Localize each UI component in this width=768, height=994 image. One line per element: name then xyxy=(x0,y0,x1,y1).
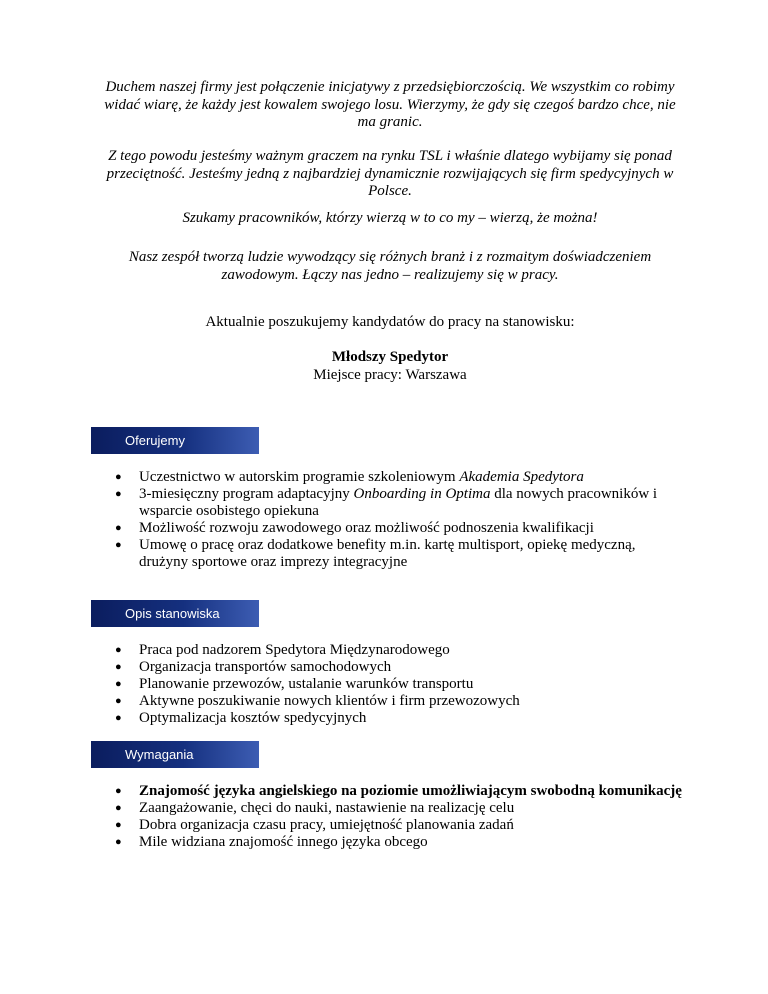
description-list xyxy=(115,642,685,727)
item-text: Aktywne poszukiwanie nowych klientów i firm przewozowych xyxy=(139,693,520,709)
bullet-icon: ● xyxy=(115,819,122,831)
item-text: Możliwość rozwoju zawodowego oraz możliwość podnoszenia kwalifikacji xyxy=(139,520,594,536)
job-block xyxy=(100,349,680,384)
list-item xyxy=(115,676,685,693)
bullet-icon: ● xyxy=(115,661,122,673)
offer-list xyxy=(115,469,685,571)
list-item xyxy=(115,800,685,817)
intro-paragraph-4: Nasz zespół tworzą ludzie wywodzący się różnych branż i z rozmaitym doświadczeniem zawodowym. Łączy nas jedno – realizujemy się w pracy. xyxy=(128,249,652,283)
list-item xyxy=(115,642,685,659)
item-text: Praca pod nadzorem Spedytora Międzynarodowego xyxy=(139,642,450,658)
bullet-icon: ● xyxy=(115,712,122,724)
bullet-icon: ● xyxy=(115,522,122,534)
job-location: Miejsce pracy: Warszawa xyxy=(313,366,467,383)
bullet-icon: ● xyxy=(115,644,122,656)
bullet-icon: ● xyxy=(115,695,122,707)
intro-paragraph-3: Szukamy pracowników, którzy wierzą w to co my – wierzą, że można! xyxy=(182,210,598,226)
bullet-icon: ● xyxy=(115,539,122,551)
item-text: Uczestnictwo w autorskim programie szkoleniowym xyxy=(139,469,460,485)
item-text: Umowę o pracę oraz dodatkowe benefity m.in. kartę multisport, opiekę medyczną, drużyny sportowe oraz imprezy integracyjne xyxy=(139,537,636,570)
bullet-icon: ● xyxy=(115,785,122,797)
item-emphasis: Akademia Spedytora xyxy=(459,469,584,485)
list-item xyxy=(115,659,685,676)
list-item xyxy=(115,710,685,727)
intro-paragraph-2: Z tego powodu jesteśmy ważnym graczem na rynku TSL i właśnie dlatego wybijamy się ponad przeciętność. Jesteśmy jedną z najbardziej dynamicznie rozwijających się firm spedycyjnych w Polsce. xyxy=(106,148,674,199)
list-item xyxy=(115,817,685,834)
section-header-requirements: Wymagania xyxy=(91,741,259,768)
bullet-icon: ● xyxy=(115,471,122,483)
section-header-description: Opis stanowiska xyxy=(91,600,259,627)
list-item xyxy=(115,834,685,851)
list-item xyxy=(115,537,685,571)
section-header-offer: Oferujemy xyxy=(91,427,259,454)
bullet-icon: ● xyxy=(115,836,122,848)
list-item xyxy=(115,693,685,710)
list-item xyxy=(115,520,685,537)
job-title: Młodszy Spedytor xyxy=(331,349,449,365)
item-text: Mile widziana znajomość innego języka obcego xyxy=(139,834,428,850)
item-text: Organizacja transportów samochodowych xyxy=(139,659,392,675)
search-statement: Aktualnie poszukujemy kandydatów do pracy na stanowisku: xyxy=(205,314,575,330)
intro-paragraph-1: Duchem naszej firmy jest połączenie inicjatywy z przedsiębiorczością. We wszystkim co robimy widać wiarę, że każdy jest kowalem swojego losu. Wierzymy, że gdy się czegoś bardzo chce, nie ma granic. xyxy=(104,79,676,130)
list-item xyxy=(115,486,685,520)
requirements-list xyxy=(115,783,685,851)
item-text: 3-miesięczny program adaptacyjny xyxy=(139,486,354,502)
item-text: Zaangażowanie, chęci do nauki, nastawienie na realizację celu xyxy=(139,800,515,816)
item-text: Planowanie przewozów, ustalanie warunków transportu xyxy=(139,676,474,692)
item-text-after: dla nowych pracowników i wsparcie osobistego opiekuna xyxy=(139,486,658,519)
item-text: Optymalizacja kosztów spedycyjnych xyxy=(139,710,367,726)
list-item xyxy=(115,783,685,800)
item-emphasis: Onboarding in Optima xyxy=(353,486,491,502)
bullet-icon: ● xyxy=(115,802,122,814)
item-text: Dobra organizacja czasu pracy, umiejętność planowania zadań xyxy=(139,817,514,833)
bullet-icon: ● xyxy=(115,678,122,690)
bullet-icon: ● xyxy=(115,488,122,500)
list-item xyxy=(115,469,685,486)
item-text: Znajomość języka angielskiego na poziomie umożliwiającym swobodną komunikację xyxy=(139,783,682,799)
